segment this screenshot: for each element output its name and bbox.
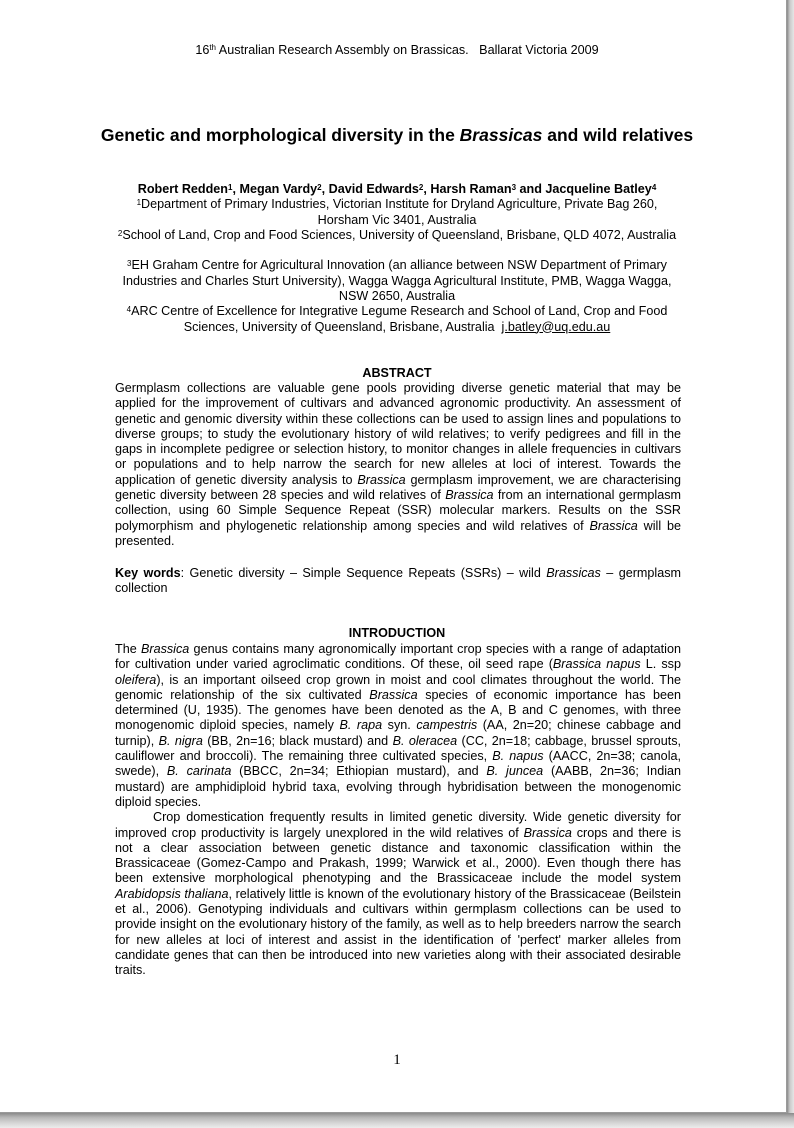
email-link[interactable]: j.batley@uq.edu.au [501,319,611,334]
intro-paragraph-1: The Brassica genus contains many agronomically important crop species with a range of adaptation for cultivation under varied agroclimatic conditions. Of these, oil seed rape (Brassica napus L. ssp oleifera), is an important oilseed crop grown in moist and cool climates throughout the world. The genomic relationship of the six cultivated Brassica species of economic importance has been determined (U, 1935). The genomes have been denoted as the A, B and C genomes, with three monogenomic diploid species, namely B. rapa syn. campestris (AA, 2n=20; chinese cabbage and turnip), B. nigra (BB, 2n=16; black mustard) and B. oleracea (CC, 2n=18; cabbage, brussel sprouts, cauliflower and broccoli). The remaining three cultivated species, B. napus (AACC, 2n=38; canola, swede), B. carinata (BBCC, 2n=34; Ethiopian mustard), and B. juncea (AABB, 2n=36; Indian mustard) are amphidiploid hybrid taxa, evolving through hybridisation between the monogenomic diploid species. [115,642,681,809]
header-number: 16 [195,43,210,57]
page-shadow-right [787,0,794,1120]
author: Megan Vardy$^2$, [239,182,329,196]
running-header [0,42,794,58]
affiliation-3: $^3$EH Graham Centre for Agricultural Innovation (an alliance between NSW Department of Primary Industries and Charles Sturt University), Wagga Wagga Agricultural Institute, PMB, Wagga Wagga, NSW 2650, Australia [122,258,672,303]
title-part: and wild relatives [542,125,694,145]
author: Jacqueline Batley$^4$ [545,182,657,196]
paper-title [100,124,694,146]
header-ordinal: th [209,43,216,52]
author: David Edwards$^2$, [328,182,431,196]
introduction-heading: INTRODUCTION [348,626,446,640]
affiliation-2: $^2$School of Land, Crop and Food Sciences, University of Queensland, Brisbane, QLD 4072, Australia [117,228,677,242]
author: Robert Redden$^1$, [137,182,240,196]
intro-paragraph-2: Crop domestication frequently results in limited genetic diversity. Wide genetic diversity for improved crop productivity is largely unexplored in the wild relatives of Brassica crops and there is not a clear association between genetic distance and taxonomic classification within the Brassicaceae (Gomez-Campo and Prakash, 1999; Warwick et al., 2000). Even though there has been extensive morphological phenotyping and the Brassicaceae include the model system Arabidopsis thaliana, relatively little is known of the evolutionary history of the Brassicaceae (Beilstein et al., 2006). Genotyping individuals and cultivars within germplasm collections can be used to provide insight on the evolutionary history of the family, as well as to help breeders narrow the search for new alleles at loci of interest and assist in the identification of 'perfect' marker alleles from candidate genes that can then be introduced into new varieties along with their associated desirable traits. [115,810,681,978]
page-shadow-bottom [0,1113,794,1128]
title-italic: Brassicas [459,125,543,145]
title-part: Genetic and morphological diversity in the [100,125,460,145]
abstract-text: Germplasm collections are valuable gene pools providing diverse genetic material that may be applied for the improvement of cultivars and advanced agronomic productivity. An assessment of genetic and genomic diversity within these collections can be used to assign lines and populations to diverse groups; to study the evolutionary history of wild relatives; to verify pedigrees and fill in the gaps in incomplete pedigree or selection history, to monitor changes in allele frequencies in cultivars or populations and to help narrow the search for new alleles at loci of interest. Towards the application of genetic diversity analysis to Brassica germplasm improvement, we are characterising genetic diversity between 28 species and wild relatives of Brassica from an international germplasm collection, using 60 Simple Sequence Repeat (SSR) molecular markers. Results on the SSR polymorphism and phylogenetic relationship among species and wild relatives of Brassica will be presented. [115,381,682,548]
keywords-label: Key words [115,566,181,580]
keywords: Key words: Genetic diversity – Simple Sequence Repeats (SSRs) – wild Brassicas – germplasm collection [115,566,681,596]
page-number: 1 [393,1052,401,1068]
affiliation-4: $^4$ARC Centre of Excellence for Integrative Legume Research and School of Land, Crop and Food Sciences, University of Queensland, Brisbane, Australia j.batley@uq.edu.au [126,304,671,334]
introduction-text [115,642,681,979]
abstract-heading: ABSTRACT [362,366,432,380]
header-text: Australian Research Assembly on Brassicas. Ballarat Victoria 2009 [216,43,599,57]
affiliation-1: $^1$Department of Primary Industries, Victorian Institute for Dryland Agriculture, Private Bag 260, Horsham Vic 3401, Australia [136,197,658,227]
author-list [100,182,694,198]
author: Harsh Raman$^3$ and [430,182,546,196]
